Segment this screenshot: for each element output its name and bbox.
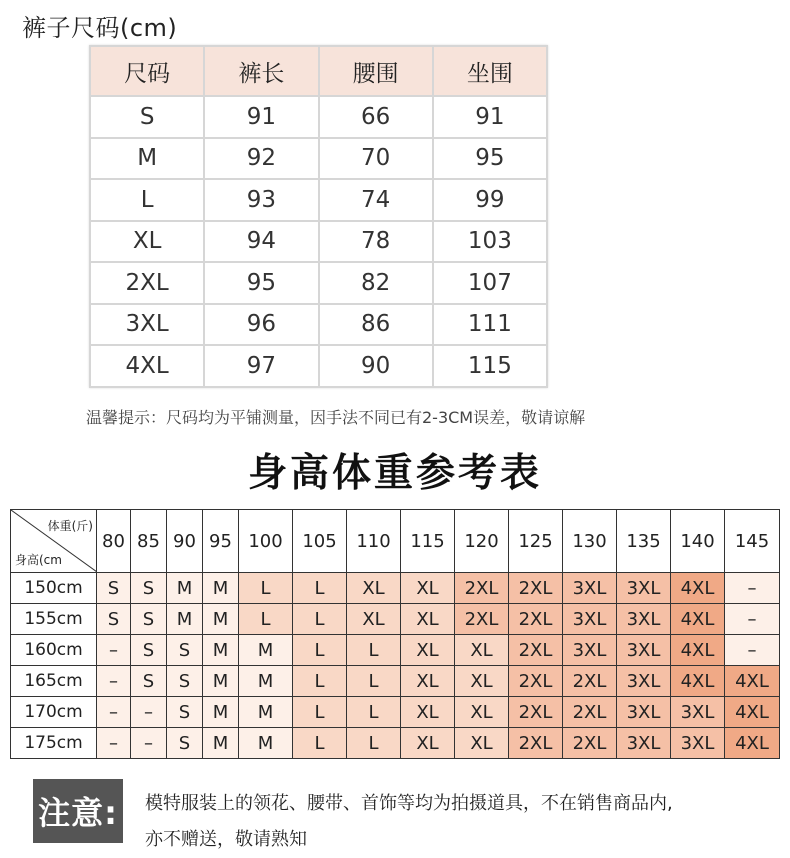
size-recommendation-cell: – [97,728,131,759]
size-recommendation-cell: S [131,573,167,604]
size-recommendation-cell: M [167,573,203,604]
size-cell: 2XL [90,262,204,304]
ref-table-row [11,573,780,604]
ref-table-row [11,728,780,759]
size-recommendation-cell: L [347,697,401,728]
weight-header-cell: 135 [617,510,671,573]
size-cell: 3XL [90,304,204,346]
size-recommendation-cell: 4XL [725,666,780,697]
size-recommendation-cell: 2XL [509,573,563,604]
size-recommendation-cell: XL [455,697,509,728]
size-recommendation-cell: 3XL [563,635,617,666]
size-recommendation-cell: – [97,666,131,697]
size-recommendation-cell: 4XL [725,728,780,759]
size-cell: 95 [204,262,318,304]
ref-table-row [11,666,780,697]
size-recommendation-cell: M [203,635,239,666]
size-cell: 95 [433,138,547,180]
height-row-header: 155cm [11,604,97,635]
ref-table-row [11,697,780,728]
size-table-row [90,345,547,387]
size-recommendation-cell: – [97,697,131,728]
size-cell: 94 [204,221,318,263]
size-recommendation-cell: – [131,697,167,728]
height-row-header: 150cm [11,573,97,604]
size-recommendation-cell: 3XL [617,604,671,635]
size-cell: 66 [319,96,433,138]
size-recommendation-cell: M [203,728,239,759]
size-recommendation-cell: M [203,604,239,635]
size-recommendation-cell: XL [347,573,401,604]
size-recommendation-cell: 2XL [509,728,563,759]
size-cell: 74 [319,179,433,221]
size-recommendation-cell: L [293,635,347,666]
size-recommendation-cell: M [203,573,239,604]
size-recommendation-cell: 2XL [563,728,617,759]
size-recommendation-cell: 2XL [563,697,617,728]
size-cell: 115 [433,345,547,387]
size-cell: XL [90,221,204,263]
weight-header-cell: 115 [401,510,455,573]
weight-header-cell: 130 [563,510,617,573]
size-recommendation-cell: XL [401,573,455,604]
corner-cell [11,510,97,573]
page-title: 裤子尺码(cm) [22,14,178,42]
size-recommendation-cell: M [239,697,293,728]
weight-header-cell: 95 [203,510,239,573]
size-recommendation-cell: 2XL [509,604,563,635]
weight-header-cell: 80 [97,510,131,573]
size-recommendation-cell: L [347,728,401,759]
size-recommendation-cell: L [293,697,347,728]
size-recommendation-cell: 3XL [671,697,725,728]
size-recommendation-cell: M [239,635,293,666]
size-table-row [90,179,547,221]
size-recommendation-cell: M [167,604,203,635]
size-recommendation-cell: S [167,728,203,759]
weight-header-cell: 140 [671,510,725,573]
size-recommendation-cell: L [347,666,401,697]
size-recommendation-cell: S [131,666,167,697]
size-recommendation-cell: 2XL [509,635,563,666]
size-table-body [90,96,547,387]
weight-header-cell: 105 [293,510,347,573]
size-recommendation-cell: 3XL [671,728,725,759]
size-recommendation-cell: S [97,573,131,604]
size-cell: 91 [433,96,547,138]
size-table-row [90,138,547,180]
size-recommendation-cell: L [239,604,293,635]
size-cell: 111 [433,304,547,346]
measurement-note: 温馨提示：尺码均为平铺测量，因手法不同已有2-3CM误差，敬请谅解 [86,408,586,427]
size-cell: 96 [204,304,318,346]
size-recommendation-cell: 3XL [617,635,671,666]
size-cell: 78 [319,221,433,263]
height-row-header: 160cm [11,635,97,666]
size-table [89,45,548,388]
ref-table-row [11,604,780,635]
size-header-cell: 裤长 [204,46,318,96]
height-row-header: 165cm [11,666,97,697]
ref-table-row [11,635,780,666]
size-recommendation-cell: XL [455,728,509,759]
size-recommendation-cell: XL [347,604,401,635]
size-recommendation-cell: XL [401,635,455,666]
weight-header-cell: 85 [131,510,167,573]
size-recommendation-cell: M [239,666,293,697]
size-recommendation-cell: XL [455,635,509,666]
size-recommendation-cell: L [347,635,401,666]
size-cell: 107 [433,262,547,304]
reference-heading: 身高体重参考表 [247,451,542,496]
weight-header-cell: 90 [167,510,203,573]
size-cell: 97 [204,345,318,387]
size-recommendation-cell: 3XL [617,666,671,697]
size-recommendation-cell: – [725,635,780,666]
size-recommendation-cell: 2XL [563,666,617,697]
size-recommendation-cell: L [293,666,347,697]
size-table-row [90,96,547,138]
size-recommendation-cell: 4XL [671,666,725,697]
weight-header-cell: 100 [239,510,293,573]
size-cell: 90 [319,345,433,387]
weight-header-cell: 110 [347,510,401,573]
corner-weight-label: 体重(斤) [47,519,93,533]
size-cell: 91 [204,96,318,138]
size-cell: 92 [204,138,318,180]
notice-line-1: 模特服装上的领花、腰带、首饰等均为拍摄道具，不在销售商品内, [145,793,673,814]
size-cell: 99 [433,179,547,221]
size-table-row [90,221,547,263]
size-recommendation-cell: 2XL [455,604,509,635]
size-recommendation-cell: 2XL [509,666,563,697]
weight-header-cell: 120 [455,510,509,573]
size-recommendation-cell: 4XL [671,573,725,604]
size-recommendation-cell: 3XL [617,728,671,759]
size-recommendation-cell: S [167,666,203,697]
ref-table-header-row [11,510,780,573]
size-recommendation-cell: M [203,666,239,697]
size-recommendation-cell: 4XL [725,697,780,728]
size-recommendation-cell: XL [401,728,455,759]
size-table-row [90,262,547,304]
size-recommendation-cell: S [167,697,203,728]
size-recommendation-cell: L [293,573,347,604]
size-recommendation-cell: – [725,604,780,635]
weight-header-cell: 145 [725,510,780,573]
size-header-cell: 腰围 [319,46,433,96]
notice-label: 注意: [33,779,123,843]
size-recommendation-cell: – [131,728,167,759]
ref-table-body [11,573,780,759]
size-recommendation-cell: XL [455,666,509,697]
corner-height-label: 身高(cm [15,553,62,567]
size-recommendation-cell: L [293,604,347,635]
size-cell: 93 [204,179,318,221]
height-row-header: 170cm [11,697,97,728]
size-recommendation-cell: M [239,728,293,759]
size-cell: 70 [319,138,433,180]
height-weight-table [10,509,780,759]
size-cell: 86 [319,304,433,346]
size-recommendation-cell: 2XL [455,573,509,604]
size-recommendation-cell: 2XL [509,697,563,728]
size-table-header-row [90,46,547,96]
weight-header-cell: 125 [509,510,563,573]
size-recommendation-cell: 3XL [617,573,671,604]
size-cell: L [90,179,204,221]
size-cell: M [90,138,204,180]
size-recommendation-cell: – [725,573,780,604]
size-header-cell: 尺码 [90,46,204,96]
size-cell: 82 [319,262,433,304]
size-recommendation-cell: XL [401,604,455,635]
size-recommendation-cell: S [167,635,203,666]
size-recommendation-cell: S [131,635,167,666]
size-table-row [90,304,547,346]
size-header-cell: 坐围 [433,46,547,96]
height-row-header: 175cm [11,728,97,759]
size-recommendation-cell: – [97,635,131,666]
notice-line-2: 亦不赠送，敬请熟知 [145,829,307,850]
size-recommendation-cell: 3XL [563,604,617,635]
size-recommendation-cell: 4XL [671,635,725,666]
size-recommendation-cell: L [293,728,347,759]
size-recommendation-cell: M [203,697,239,728]
size-cell: 103 [433,221,547,263]
size-recommendation-cell: S [97,604,131,635]
size-recommendation-cell: 4XL [671,604,725,635]
notice-text [145,786,673,858]
size-cell: 4XL [90,345,204,387]
size-recommendation-cell: S [131,604,167,635]
size-recommendation-cell: XL [401,697,455,728]
size-recommendation-cell: 3XL [563,573,617,604]
size-recommendation-cell: 3XL [617,697,671,728]
size-recommendation-cell: XL [401,666,455,697]
size-recommendation-cell: L [239,573,293,604]
size-cell: S [90,96,204,138]
